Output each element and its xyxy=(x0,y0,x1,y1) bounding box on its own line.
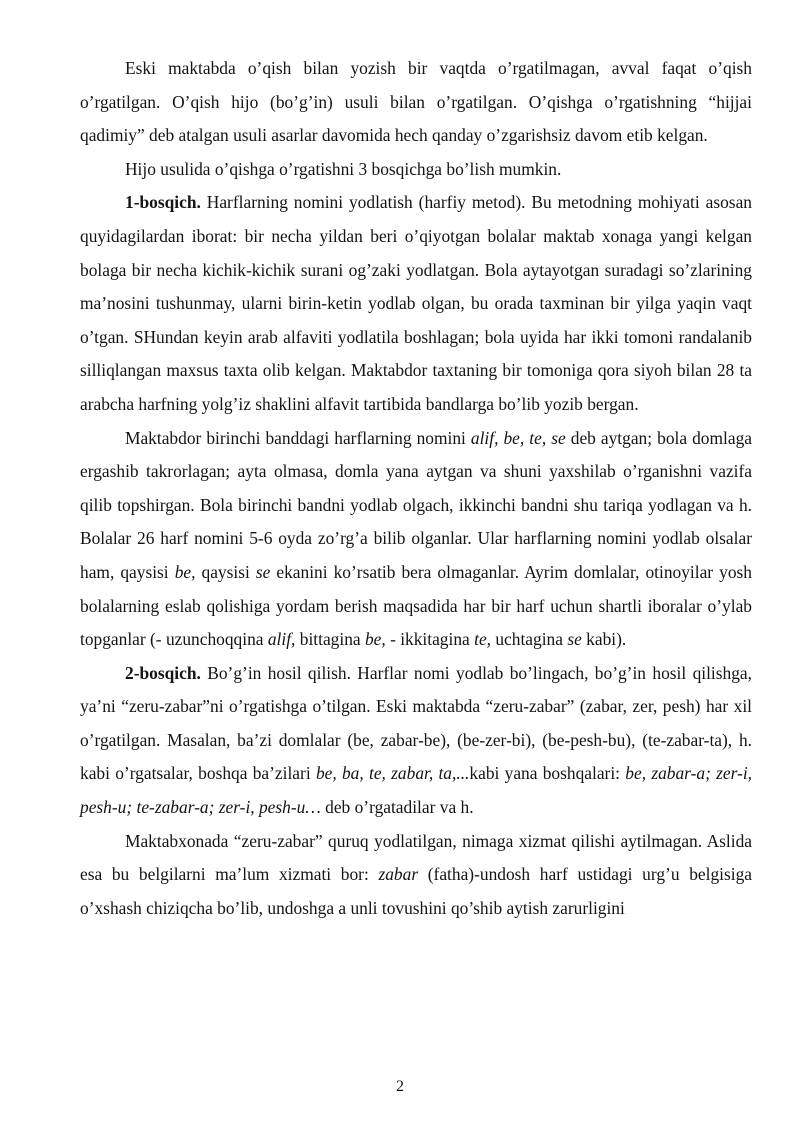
stage-heading: 1-bosqich. xyxy=(125,192,201,213)
paragraph-maktabxona xyxy=(80,825,752,926)
text-run: deb aytgan; bola domlaga ergashib takrorlagan; ayta olmasa, domla yana aytgan va shuni yaxshilab o’rganishni vazifa qilib topshirgan. Bola birinchi bandni yodlab olgach, ikkinchi bandni shu tariqa yodlagan va h. Bolalar 26 harf nomini 5-6 oyda zo’rg’a bilib olganlar. Ular harflarning nomini yodlab olsalar ham, qaysisi xyxy=(80,427,752,582)
text-run: (fatha)-undosh harf ustidagi urg’u belgisiga o’xshash chiziqcha bo’lib, undoshga a unli tovushini qo’shib aytish zarurligini xyxy=(80,864,752,918)
page-number: 2 xyxy=(396,1078,404,1095)
italic-run: alif, be, te, se xyxy=(470,427,566,448)
text-run: deb o’rgatadilar va h. xyxy=(320,797,474,818)
text-run: Maktabxonada “zeru-zabar” quruq yodlatilgan, nimaga xizmat qilishi aytilmagan. Aslida esa bu belgilarni ma’lum xizmati bor: xyxy=(80,830,752,885)
italic-run: be, xyxy=(174,561,196,582)
paragraph-maktabdor xyxy=(80,422,752,657)
text-run: qaysisi xyxy=(195,561,256,582)
italic-run: zabar xyxy=(378,864,419,885)
paragraph-text: Eski maktabda o’qish bilan yozish bir vaqtda o’rgatilmagan, avval faqat o’qish o’rgatilgan. O’qish hijo (bo’g’in) usuli bilan o’rgatilgan. O’qishga o’rgatishning “hijjai qadimiy” deb atalgan usuli asarlar davomida hech qanday o’zgarishsiz davom etib kelgan. xyxy=(80,58,752,146)
text-run: Maktabdor birinchi banddagi harflarning nomini xyxy=(125,427,471,448)
italic-run: be, ba, te, zabar, ta,... xyxy=(315,763,470,784)
italic-run: be, xyxy=(364,629,386,650)
italic-run: te, xyxy=(474,629,492,650)
italic-run: alif, xyxy=(267,629,296,650)
text-run: ekanini ko’rsatib bera olmaganlar. Ayrim domlalar, otinoyilar yosh bolalarning eslab qolishiga yordam berish maqsadida har bir harf uchun shartli iboralar o’ylab topganlar (- uzunchoqqina xyxy=(80,561,752,650)
italic-run: be, zabar-a; zer-i, pesh-u; te-zabar-a; zer-i, pesh-u… xyxy=(80,763,753,818)
paragraph-stage-1 xyxy=(80,186,752,421)
text-run: - ikkitagina xyxy=(385,629,475,650)
paragraph-text: Hijo usulida o’qishga o’rgatishni 3 bosqichga bo’lish mumkin. xyxy=(125,158,562,179)
text-run: uchtagina xyxy=(491,629,568,650)
document-body xyxy=(80,52,752,925)
paragraph-hijo xyxy=(80,153,752,187)
italic-run: se xyxy=(255,561,271,582)
paragraph-intro xyxy=(80,52,752,153)
italic-run: se xyxy=(567,629,582,650)
text-run: bittagina xyxy=(295,629,365,650)
text-run: kabi yana boshqalari: xyxy=(469,763,626,784)
paragraph-text: Harflarning nomini yodlatish (harfiy metod). Bu metodning mohiyati asosan quyidagilardan iborat: bir necha yildan beri o’qiyotgan bolalar maktab xonaga yangi kelgan bolaga bir necha kichik-kichik surani og’zaki yodlatgan. Bola aytayotgan suradagi so’zlarining ma’nosini tushunmay, ularni birin-ketin yodlab olgan, bu orada taxminan bir yilga yaqin vaqt o’tgan. SHundan keyin arab alfaviti yodlatila boshlagan; bola uyida har ikki tomoni randalanib silliqlangan maxsus taxta olib kelgan. Maktabdor taxtaning bir tomoniga qora siyoh bilan 28 ta arabcha harfning yolg’iz shaklini alfavit tartibida bandlarga bo’lib yozib bergan. xyxy=(80,192,752,414)
text-run: kabi). xyxy=(581,629,627,650)
text-run: Bo’g’in hosil qilish. Harflar nomi yodlab bo’lingach, bo’g’in hosil qilishga, ya’ni “zeru-zabar”ni o’rgatishga o’tilgan. Eski maktabda “zeru-zabar” (zabar, zer, pesh) har xil o’rgatilgan. Masalan, ba’zi domlalar (be, zabar-be), (be-zer-bi), (be-pesh-bu), (te-zabar-ta), h. kabi o’rgatsalar, boshqa ba’zilari xyxy=(80,662,752,784)
paragraph-stage-2 xyxy=(80,657,752,825)
stage-heading: 2-bosqich. xyxy=(125,662,201,683)
